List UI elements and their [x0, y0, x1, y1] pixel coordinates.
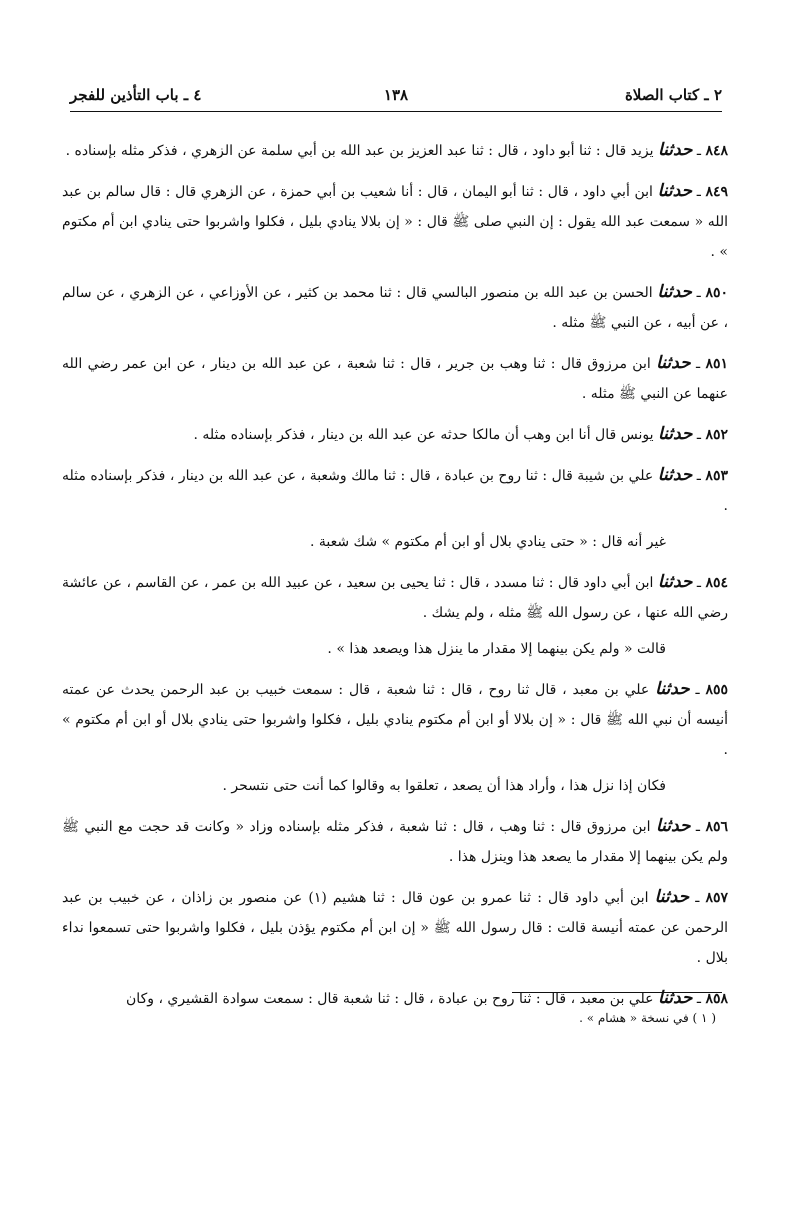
narration-lead: حدثنا: [655, 679, 690, 699]
hadith-number: ٨٥٦: [705, 819, 728, 835]
hadith-text: ابن مرزوق قال : ثنا وهب ، قال : ثنا شعبة ، فذكر مثله بإسناده وزاد « وكانت قد حجت مع النبي ﷺ ولم يكن بينهما إلا مقدار ما يصعد هذا وينزل هذا .: [62, 819, 728, 865]
page-number: ١٣٨: [383, 86, 409, 104]
hadith-number: ٨٤٩: [705, 184, 728, 200]
hadith-number: ٨٥٠: [705, 285, 728, 301]
hadith-text: غير أنه قال : « حتى ينادي بلال أو ابن أم مكتوم » شك شعبة .: [309, 534, 666, 550]
narration-lead: حدثنا: [657, 572, 693, 592]
narration-lead: حدثنا: [657, 282, 692, 302]
hadith-text: علي بن معبد ، قال ثنا روح ، قال : ثنا شعبة ، قال : سمعت خبيب بن عبد الرحمن يحدث عن عمته أنيسه أن نبي الله ﷺ قال : « إن بلالا أو ابن أم مكتوم ينادي بليل ، فكلوا واشربوا حتى ينادي بلال أو ابن أم مكتوم » .: [62, 682, 728, 758]
hadith-number: ٨٥٤: [705, 575, 728, 591]
hadith-852: ٨٥٢ ـ حدثنا يونس قال أنا ابن وهب أن مالكا حدثه عن عبد الله بن دينار ، فذكر بإسناده مثله .: [193, 424, 728, 444]
hadith-850: ٨٥٠ ـ حدثنا الحسن بن عبد الله بن منصور البالسي قال : ثنا محمد بن كثير ، عن الأوزاعي ، عن الزهري ، عن سالم ، عن أبيه ، عن النبي ﷺ مثله .: [62, 282, 728, 331]
narration-lead: حدثنا: [657, 465, 693, 485]
hadith-text: قالت « ولم يكن بينهما إلا مقدار ما ينزل هذا ويصعد هذا » .: [327, 641, 666, 657]
narration-lead: حدثنا: [657, 424, 693, 444]
hadith-text: ابن أبي داود قال : ثنا عمرو بن عون قال : ثنا هشيم (١) عن منصور بن زاذان ، عن خبيب بن عبد الرحمن عن عمته أنيسة قالت : قال رسول الله ﷺ « إن ابن أم مكتوم يؤذن بليل ، فكلوا واشربوا حتى تسمعوا نداء بلال .: [62, 890, 728, 966]
hadith-number: ٨٥٨: [705, 991, 728, 1007]
hadith-855-note: [62, 771, 728, 801]
hadith-text: يونس قال أنا ابن وهب أن مالكا حدثه عن عبد الله بن دينار ، فذكر بإسناده مثله .: [193, 427, 654, 443]
hadith-858: ٨٥٨ ـ حدثنا علي بن معبد ، قال : ثنا روح بن عبادة ، قال : ثنا شعبة قال : سمعت سوادة القشيري ، وكان: [126, 988, 728, 1008]
hadith-text: علي بن شيبة قال : ثنا روح بن عبادة ، قال : ثنا مالك وشعبة ، عن عبد الله بن دينار ، فذكر بإسناده مثله .: [62, 468, 728, 514]
narration-lead: حدثنا: [656, 353, 691, 373]
hadith-854: ٨٥٤ ـ حدثنا ابن أبي داود قال : ثنا مسدد ، قال : ثنا يحيى بن سعيد ، عن عبيد الله بن عمر ، عن القاسم ، عن عائشة رضي الله عنها ، عن رسول الله ﷺ مثله ، ولم يشك .: [62, 572, 728, 621]
header-divider: [70, 111, 722, 112]
narration-lead: حدثنا: [657, 140, 693, 160]
hadith-text: ابن أبي داود قال : ثنا مسدد ، قال : ثنا يحيى بن سعيد ، عن عبيد الله بن عمر ، عن القاسم ، عن عائشة رضي الله عنها ، عن رسول الله ﷺ مثله ، ولم يشك .: [62, 575, 728, 621]
narration-lead: حدثنا: [654, 887, 690, 907]
hadith-849: ٨٤٩ ـ حدثنا ابن أبي داود ، قال : ثنا أبو اليمان ، قال : أنا شعيب بن أبي حمزة ، عن الزهري قال : قال سالم بن عبد الله « سمعت عبد الله يقول : إن النبي صلى ﷺ قال : « إن بلالا ينادي بليل ، فكلوا واشربوا حتى ينادي ابن أم مكتوم » .: [62, 181, 728, 260]
chapter-title: ٤ ـ باب التأذين للفجر: [70, 86, 202, 104]
hadith-851: ٨٥١ ـ حدثنا ابن مرزوق قال : ثنا وهب بن جرير ، قال : ثنا شعبة ، عن عبد الله بن دينار ، عن ابن عمر رضي الله عنهما عن النبي ﷺ مثله .: [62, 353, 728, 402]
hadith-number: ٨٤٨: [705, 143, 728, 159]
page-header: [70, 82, 722, 112]
book-title: ٢ ـ كتاب الصلاة: [624, 86, 722, 104]
hadith-854-note: [62, 634, 728, 664]
hadith-857: ٨٥٧ ـ حدثنا ابن أبي داود قال : ثنا عمرو بن عون قال : ثنا هشيم (١) عن منصور بن زاذان ، عن خبيب بن عبد الرحمن عن عمته أنيسة قالت : قال رسول الله ﷺ « إن ابن أم مكتوم يؤذن بليل ، فكلوا واشربوا حتى تسمعوا نداء بلال .: [62, 887, 728, 966]
hadith-853: ٨٥٣ ـ حدثنا علي بن شيبة قال : ثنا روح بن عبادة ، قال : ثنا مالك وشعبة ، عن عبد الله بن دينار ، فذكر بإسناده مثله .: [62, 465, 728, 514]
hadith-856: ٨٥٦ ـ حدثنا ابن مرزوق قال : ثنا وهب ، قال : ثنا شعبة ، فذكر مثله بإسناده وزاد « وكانت قد حجت مع النبي ﷺ ولم يكن بينهما إلا مقدار ما يصعد هذا وينزل هذا .: [62, 816, 728, 865]
hadith-853-note: [62, 527, 728, 557]
hadith-text: ابن أبي داود ، قال : ثنا أبو اليمان ، قال : أنا شعيب بن أبي حمزة ، عن الزهري قال : قال سالم بن عبد الله « سمعت عبد الله يقول : إن النبي صلى ﷺ قال : « إن بلالا ينادي بليل ، فكلوا واشربوا حتى ينادي ابن أم مكتوم » .: [62, 184, 728, 260]
narration-lead: حدثنا: [655, 816, 691, 836]
hadith-number: ٨٥٥: [705, 682, 728, 698]
hadith-number: ٨٥٣: [705, 468, 728, 484]
hadith-text: علي بن معبد ، قال : ثنا روح بن عبادة ، قال : ثنا شعبة قال : سمعت سوادة القشيري ، وكان: [126, 991, 654, 1007]
hadith-text: يزيد قال : ثنا أبو داود ، قال : ثنا عبد العزيز بن عبد الله بن أبي سلمة عن الزهري ، فذكر مثله بإسناده .: [65, 143, 654, 159]
hadith-number: ٨٥٧: [705, 890, 728, 906]
hadith-number: ٨٥٢: [705, 427, 728, 443]
hadith-855: ٨٥٥ ـ حدثنا علي بن معبد ، قال ثنا روح ، قال : ثنا شعبة ، قال : سمعت خبيب بن عبد الرحمن يحدث عن عمته أنيسه أن نبي الله ﷺ قال : « إن بلالا أو ابن أم مكتوم ينادي بليل ، فكلوا واشربوا حتى ينادي بلال أو ابن أم مكتوم » .: [62, 679, 728, 758]
footnote-divider: [512, 992, 722, 993]
hadith-text: ابن مرزوق قال : ثنا وهب بن جرير ، قال : ثنا شعبة ، عن عبد الله بن دينار ، عن ابن عمر رضي الله عنهما عن النبي ﷺ مثله .: [62, 356, 728, 402]
hadith-text: فكان إذا نزل هذا ، وأراد هذا أن يصعد ، تعلقوا به وقالوا كما أنت حتى نتسحر .: [222, 778, 666, 794]
narration-lead: حدثنا: [657, 181, 693, 201]
hadith-number: ٨٥١: [705, 356, 728, 372]
hadith-list: [62, 135, 728, 1024]
hadith-text: الحسن بن عبد الله بن منصور البالسي قال : ثنا محمد بن كثير ، عن الأوزاعي ، عن الزهري ، عن سالم ، عن أبيه ، عن النبي ﷺ مثله .: [62, 285, 728, 331]
narration-lead: حدثنا: [657, 988, 693, 1008]
footnote: ( ١ ) في نسخة « هشام » .: [579, 1011, 716, 1025]
hadith-848: ٨٤٨ ـ حدثنا يزيد قال : ثنا أبو داود ، قال : ثنا عبد العزيز بن عبد الله بن أبي سلمة عن الزهري ، فذكر مثله بإسناده .: [65, 140, 728, 160]
